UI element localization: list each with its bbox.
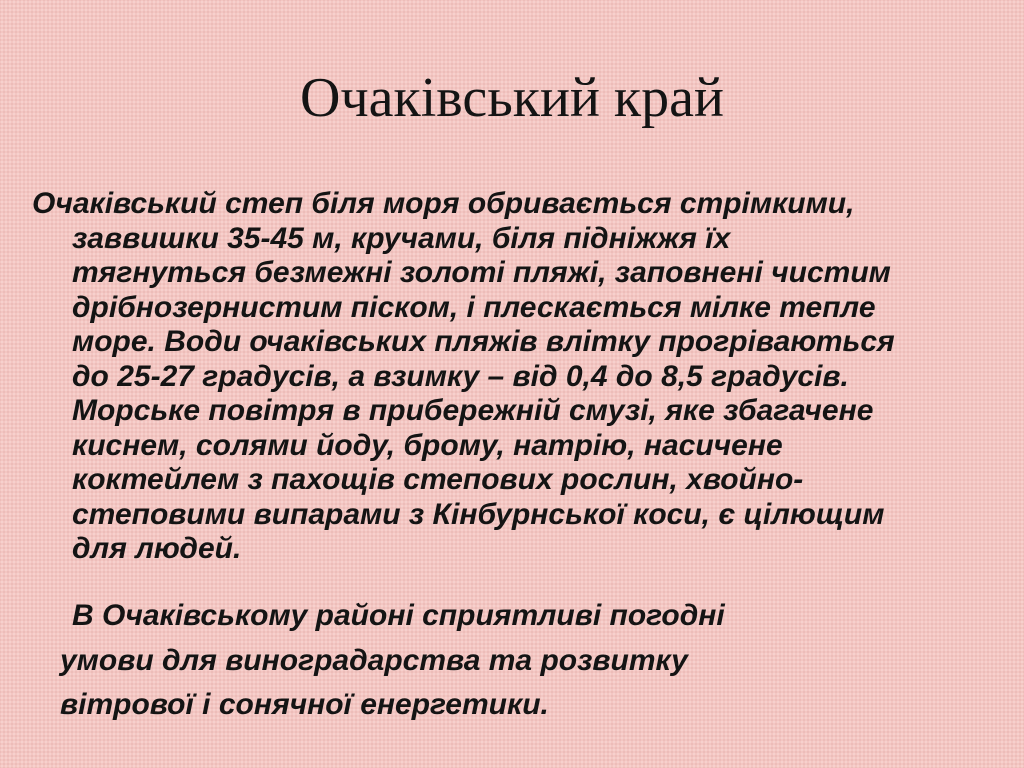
paragraph-climate — [60, 594, 960, 728]
text-line: дрібнозернистим піском, і плескається мілке тепле — [72, 290, 876, 324]
text-line: заввишки 35-45 м, кручами, біля підніжжя їх — [72, 221, 731, 255]
text-line: для людей. — [72, 532, 242, 565]
text-line: море. Води очаківських пляжів влітку прогріваються — [72, 325, 895, 358]
text-line: степовими випарами з Кінбурнської коси, є цілющим — [72, 497, 885, 531]
text-line: киснем, солями йоду, брому, натрію, насичене — [72, 428, 783, 462]
text-line: коктейлем з пахощів степових рослин, хвойно- — [72, 463, 804, 496]
text-line: Морське повітря в прибережній смузі, яке збагачене — [72, 394, 874, 427]
slide-body — [32, 187, 1017, 567]
text-line: вітрової і сонячної енергетики. — [60, 688, 549, 721]
text-line: умови для виноградарства та розвитку — [60, 643, 688, 677]
text-line: тягнуться безмежні золоті пляжі, заповнені чистим — [72, 256, 891, 289]
paragraph-beaches — [32, 187, 1017, 567]
text-line: до 25-27 градусів, а взимку – від 0,4 до 8,5 градусів. — [72, 359, 849, 393]
slide-title: Очаківський край — [300, 67, 724, 129]
text-line: В Очаківському районі сприятливі погодні — [72, 599, 725, 632]
text-line: Очаківський степ біля моря обривається стрімкими, — [32, 187, 855, 220]
